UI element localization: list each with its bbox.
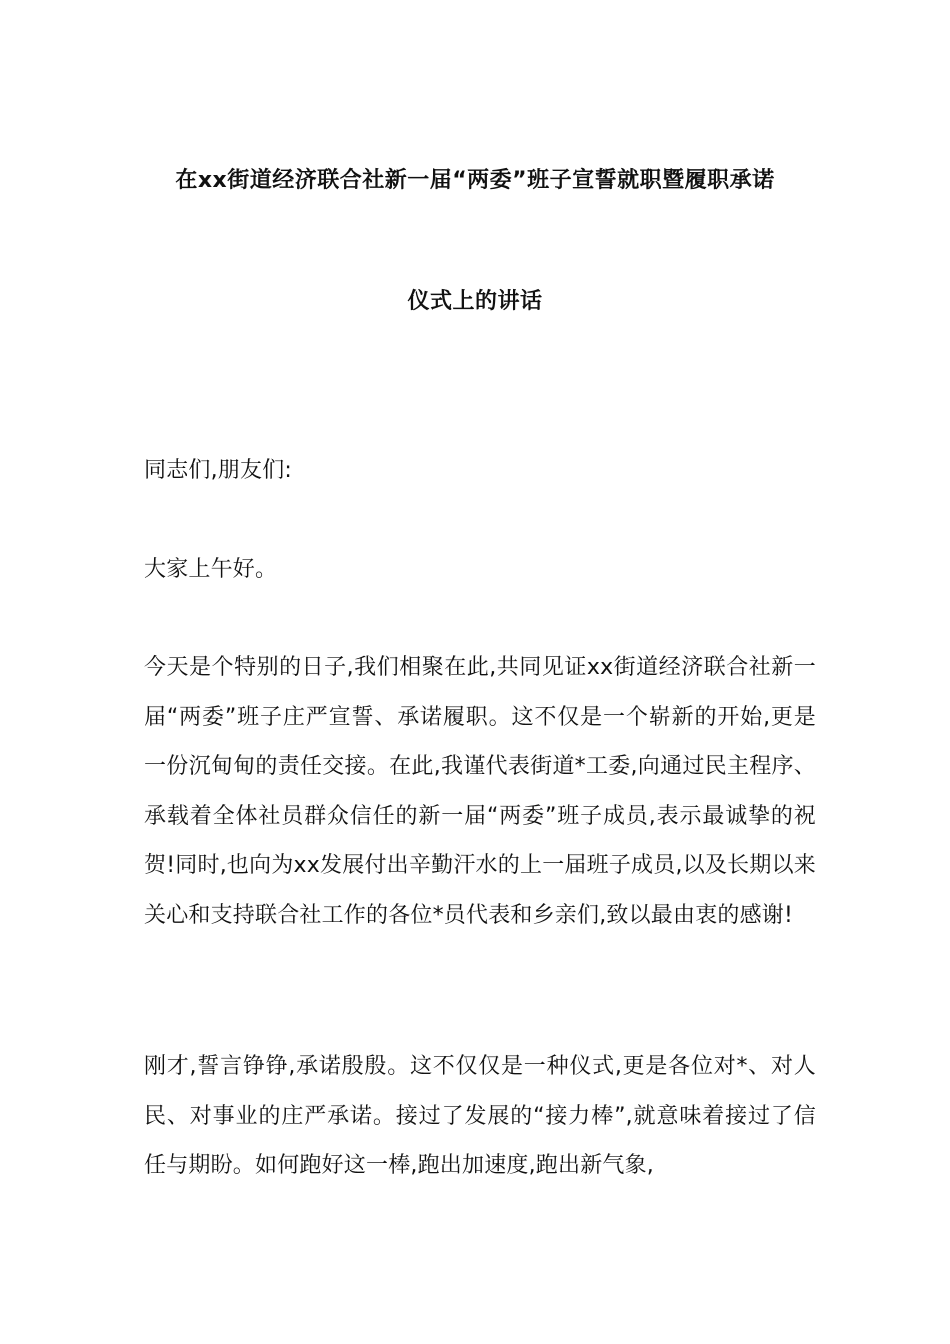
body-paragraph: 今天是个特别的日子,我们相聚在此,共同见证xx街道经济联合社新一届“两委”班子庄严宣誓、承诺履职。这不仅是一个崭新的开始,更是一份沉甸甸的责任交接。在此,我谨代表街道*工委,向通过民主程序、承载着全体社员群众信任的新一届“两委”班子成员,表示最诚挚的祝贺!同时,也向为xx发展付出辛勤汗水的上一届班子成员,以及长期以来关心和支持联合社工作的各位*员代表和乡亲们,致以最由衷的感谢! — [144, 655, 816, 928]
document-title-line-2: 仪式上的讲话 — [407, 289, 543, 314]
body-paragraph: 刚才,誓言铮铮,承诺殷殷。这不仅仅是一种仪式,更是各位对*、对人民、对事业的庄严承诺。接过了发展的“接力棒”,就意味着接过了信任与期盼。如何跑好这一棒,跑出加速度,跑出新气象, — [144, 1054, 816, 1178]
salutation-paragraph: 大家上午好。 — [144, 557, 278, 582]
greeting-paragraph: 同志们,朋友们: — [144, 458, 293, 483]
document-title-line-1: 在xx街道经济联合社新一届“两委”班子宣誓就职暨履职承诺 — [175, 168, 775, 193]
